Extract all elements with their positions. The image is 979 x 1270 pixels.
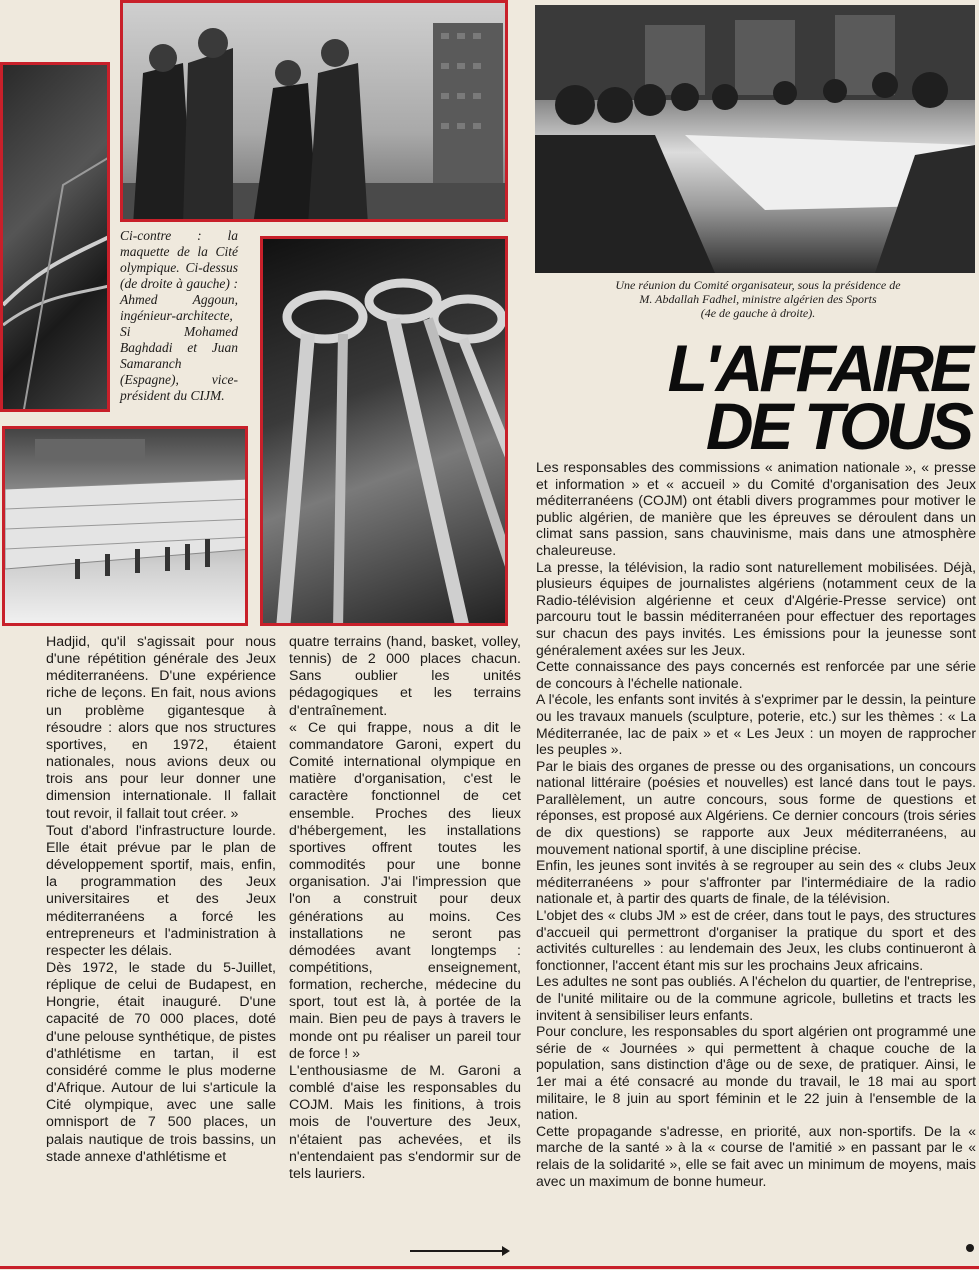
col3-paragraph-4: A l'école, les enfants sont invités à s'exprimer par le dessin, la peinture ou les travaux manuels (sculpture, poterie, etc.) sur les thèmes : « La Méditerranée, lac de paix » et « Les Jeux : un moyen de rapprocher les peuples ».	[536, 691, 976, 758]
continue-arrow-icon	[410, 1250, 508, 1252]
photo-committee-meeting	[535, 5, 975, 273]
col3-paragraph-9: Pour conclure, les responsables du sport algérien ont programmé une série de « Journées » qui permettent à chaque couche de la population, sans distinction d'âge ou de sexe, de pratiquer. Ainsi, le 1er mai a été consacré au monde du travail, le 18 mai au sport militaire, le 8 juin au sport féminin et le 22 juin à l'ensemble de la nation.	[536, 1023, 976, 1123]
caption-line-2: M. Abdallah Fadhel, ministre algérien des Sports	[639, 292, 877, 306]
col3-paragraph-5: Par le biais des organes de presse ou des organisations, un concours national littéraire (poésies et nouvelles) est lancé dans tout le pays. Parallèlement, un autre concours, sous forme de questions et réponses, est proposé aux Algériens. Ce dernier concours (trois séries de dix questions) se rapporte aux Jeux méditerranéens, au mouvement national sportif, à une discipline précise.	[536, 757, 976, 857]
officials-silhouettes	[123, 3, 508, 222]
article-column-3	[536, 459, 976, 1189]
caption-line-1: Une réunion du Comité organisateur, sous la présidence de	[615, 278, 901, 292]
end-of-article-bullet-icon	[966, 1244, 974, 1252]
article-column-2	[289, 634, 521, 1183]
bottom-red-rule	[0, 1266, 979, 1269]
headline-line-1: L'AFFAIRE	[667, 331, 970, 405]
col3-paragraph-3: Cette connaissance des pays concernés est renforcée par une série de concours à l'échelle nationale.	[536, 658, 976, 691]
col3-paragraph-6: Enfin, les jeunes sont invités à se regrouper au sein des « clubs Jeux méditerranéens » pour s'affronter par l'intermédiaire de la radio nationale et, à partir des quarts de finale, de la télévision.	[536, 857, 976, 907]
model-lines	[3, 65, 110, 412]
photo-officials-outdoors	[120, 0, 508, 222]
article-column-1	[46, 634, 276, 1166]
photo-olympic-rings-structure	[260, 236, 508, 626]
col3-paragraph-10: Cette propagande s'adresse, en priorité, aux non-sportifs. De la « marche de la santé » à la « course de l'amitié » en passant par le « relais de la solidarité », elle se fait avec un minimum de moyens, mais avec un maximum de bonne humeur.	[536, 1122, 976, 1189]
col1-paragraph-3: Dès 1972, le stade du 5-Juillet, réplique de celui de Budapest, en Hongrie, était inauguré. D'une capacité de 70 000 places, doté d'une pelouse synthétique, de pistes d'athlétisme en tartan, il est considéré comme le plus moderne d'Afrique. Autour de lui s'articule la Cité olympique, avec une salle omnisport de 7 500 places, un palais nautique de trois bassins, un stade annexe d'athlétisme et	[46, 959, 276, 1165]
caption-comite-reunion	[548, 278, 968, 320]
col3-paragraph-7: L'objet des « clubs JM » est de créer, dans tout le pays, des structures d'accueil qui permettront d'organiser la pratique du sport et des activités culturelles : au lendemain des Jeux, les clubs continueront à fonctionner, l'accent étant mis sur les prochains Jeux africains.	[536, 907, 976, 973]
col3-paragraph-2: La presse, la télévision, la radio sont naturellement mobilisées. Déjà, plusieurs équipes de journalistes algériens (notamment ceux de la Radio-télévision algérienne et ceux d'Algérie-Presse service) ont parcouru tout le bassin méditerranéen pour effectuer des reportages sur chacun des pays invités. Les émissions pour la jeunesse sont généralement axées sur les Jeux.	[536, 558, 976, 658]
meeting-shapes	[535, 5, 975, 273]
col2-paragraph-1: quatre terrains (hand, basket, volley, tennis) de 2 000 places chacun. Sans oublier les unités pédagogiques et les terrains d'entraînement.	[289, 634, 521, 719]
col3-paragraph-1: Les responsables des commissions « animation nationale », « presse et information » et « accueil » du Comité d'organisation des Jeux méditerranéens (COJM) ont établi divers programmes pour motiver le public algérien, de manière que les épreuves se déroulent dans un climat sans passion, sans chauvinisme, mais dans une atmosphère chaleureuse.	[536, 459, 976, 558]
col2-paragraph-3: L'enthousiasme de M. Garoni a comblé d'aise les responsables du COJM. Mais les finitions, à trois mois de l'ouverture des Jeux, n'étaient pas achevées, et ils n'entendaient pas s'endormir sur de tels lauriers.	[289, 1062, 521, 1182]
col1-paragraph-2: Tout d'abord l'infrastructure lourde. Elle était prévue par le plan de développement sportif, mais, enfin, la programmation des Jeux universitaires et des Jeux méditerranéens a forcé les entrepreneurs et l'administration à respecter les délais.	[46, 822, 276, 959]
photo-pool-construction	[2, 426, 248, 626]
headline-line-2: DE TOUS	[705, 389, 970, 463]
col1-paragraph-1: Hadjid, qu'il s'agissait pour nous d'une répétition générale des Jeux méditerranéens. D'une expérience riche de leçons. En fait, nous avions un problème gigantesque à résoudre : alors que nos structures sportives, en 1972, étaient nationales, nous avions deux ou trois ans pour leur donner une dimension internationale. Il fallait tout revoir, il fallait tout créer. »	[46, 634, 276, 822]
col2-paragraph-2: « Ce qui frappe, nous a dit le commandatore Garoni, expert du Comité international olympique en matière d'organisation, c'est le caractère fonctionnel de cet ensemble. Proches des lieux d'hébergement, les installations sportives offrent toutes les commodités pour une bonne organisation. J'ai l'impression que l'on a construit pour deux générations au moins. Ces installations ne seront pas démodées avant longtemps : compétitions, enseignement, formation, recherche, médecine du sport, tout est là, à portée de la main. Bien peu de pays à travers le monde ont pu réaliser un pareil tour de force ! »	[289, 719, 521, 1062]
col3-paragraph-8: Les adultes ne sont pas oubliés. A l'échelon du quartier, de l'entreprise, de l'unité militaire ou de la commune agricole, bulletins et tracts les invitent à sensibiliser leurs enfants.	[536, 973, 976, 1023]
photo-olympic-city-model	[0, 62, 110, 412]
caption-cite-olympique: Ci-contre : la maquette de la Cité olympique. Ci-dessus (de droite à gauche) : Ahmed Aggoun, ingénieur-architecte, Si Mohamed Baghdadi et Juan Samaranch (Espagne), vice-président du CIJM.	[120, 228, 238, 403]
caption-line-3: (4e de gauche à droite).	[700, 306, 816, 320]
rings-shapes	[263, 239, 508, 626]
pool-shapes	[5, 429, 248, 626]
